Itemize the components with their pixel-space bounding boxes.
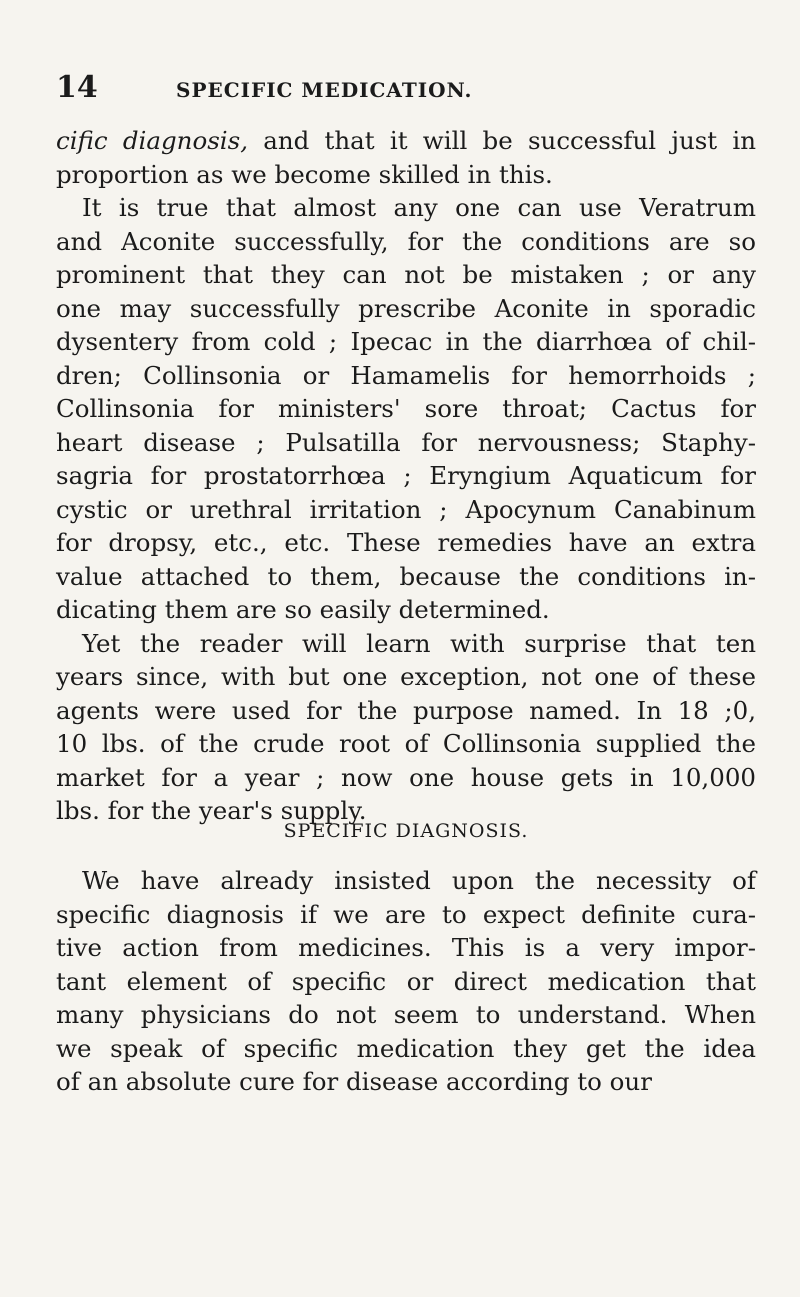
text-line: prominent that they can not be mistaken ; or any — [56, 260, 756, 289]
text-line: of an absolute cure for disease according to our — [56, 1067, 652, 1096]
paragraph-1 — [56, 124, 756, 191]
text-line: dren; Collinsonia or Hamamelis for hemorrhoids ; — [56, 360, 756, 390]
text-line: cific diagnosis, and that it will be successful just in — [56, 126, 757, 155]
text-line: we speak of specific medication they get the idea — [56, 1033, 756, 1063]
text-line: 10 lbs. of the crude root of Collinsonia supplied the — [56, 729, 756, 758]
page-header — [56, 70, 766, 106]
text-line: agents were used for the purpose named. In 18 ;0, — [56, 695, 756, 725]
text-line: heart disease ; Pulsatilla for nervousness; Staphy- — [56, 427, 756, 457]
text-line: sagria for prostatorrhœa ; Eryngium Aquaticum for — [56, 461, 756, 490]
text-line: market for a year ; now one house gets in 10,000 — [56, 762, 756, 792]
paragraph-4 — [56, 864, 756, 1099]
running-head: SPECIFIC MEDICATION. — [176, 78, 473, 102]
text-line: tant element of specific or direct medication that — [56, 966, 756, 996]
text-line: specific diagnosis if we are to expect definite cura- — [56, 899, 756, 929]
body-text-top — [56, 124, 756, 828]
page-number: 14 — [56, 70, 98, 105]
text-line: many physicians do not seem to understand. When — [56, 1000, 756, 1029]
text-line: cystic or urethral irritation ; Apocynum Canabinum — [56, 494, 756, 524]
text-line: Collinsonia for ministers' sore throat; Cactus for — [56, 394, 756, 423]
text-line: years since, with but one exception, not one of these — [56, 662, 756, 691]
text-line: for dropsy, etc., etc. These remedies have an extra — [56, 528, 756, 557]
italic-term: cific diagnosis, — [56, 126, 248, 155]
text-line: and Aconite successfully, for the conditions are so — [56, 226, 756, 256]
paragraph-3 — [56, 627, 756, 828]
book-page — [56, 0, 766, 1297]
text-line: We have already insisted upon the necessity of — [82, 866, 756, 895]
body-text-bottom — [56, 864, 756, 1099]
section-heading: SPECIFIC DIAGNOSIS. — [283, 820, 529, 842]
text-line: value attached to them, because the conditions in- — [56, 561, 756, 591]
text-line: dicating them are so easily determined. — [56, 595, 550, 624]
paragraph-2 — [56, 191, 756, 627]
text-line: dysentery from cold ; Ipecac in the diarrhœa of chil- — [56, 327, 756, 356]
text-line: It is true that almost any one can use Veratrum — [82, 193, 756, 222]
text-line: one may successfully prescribe Aconite in sporadic — [56, 293, 756, 323]
text-line: proportion as we become skilled in this. — [56, 159, 553, 189]
text-line: tive action from medicines. This is a very impor- — [56, 933, 756, 962]
text-line: Yet the reader will learn with surprise that ten — [82, 628, 756, 658]
text-line: lbs. for the year's supply. — [56, 796, 367, 825]
